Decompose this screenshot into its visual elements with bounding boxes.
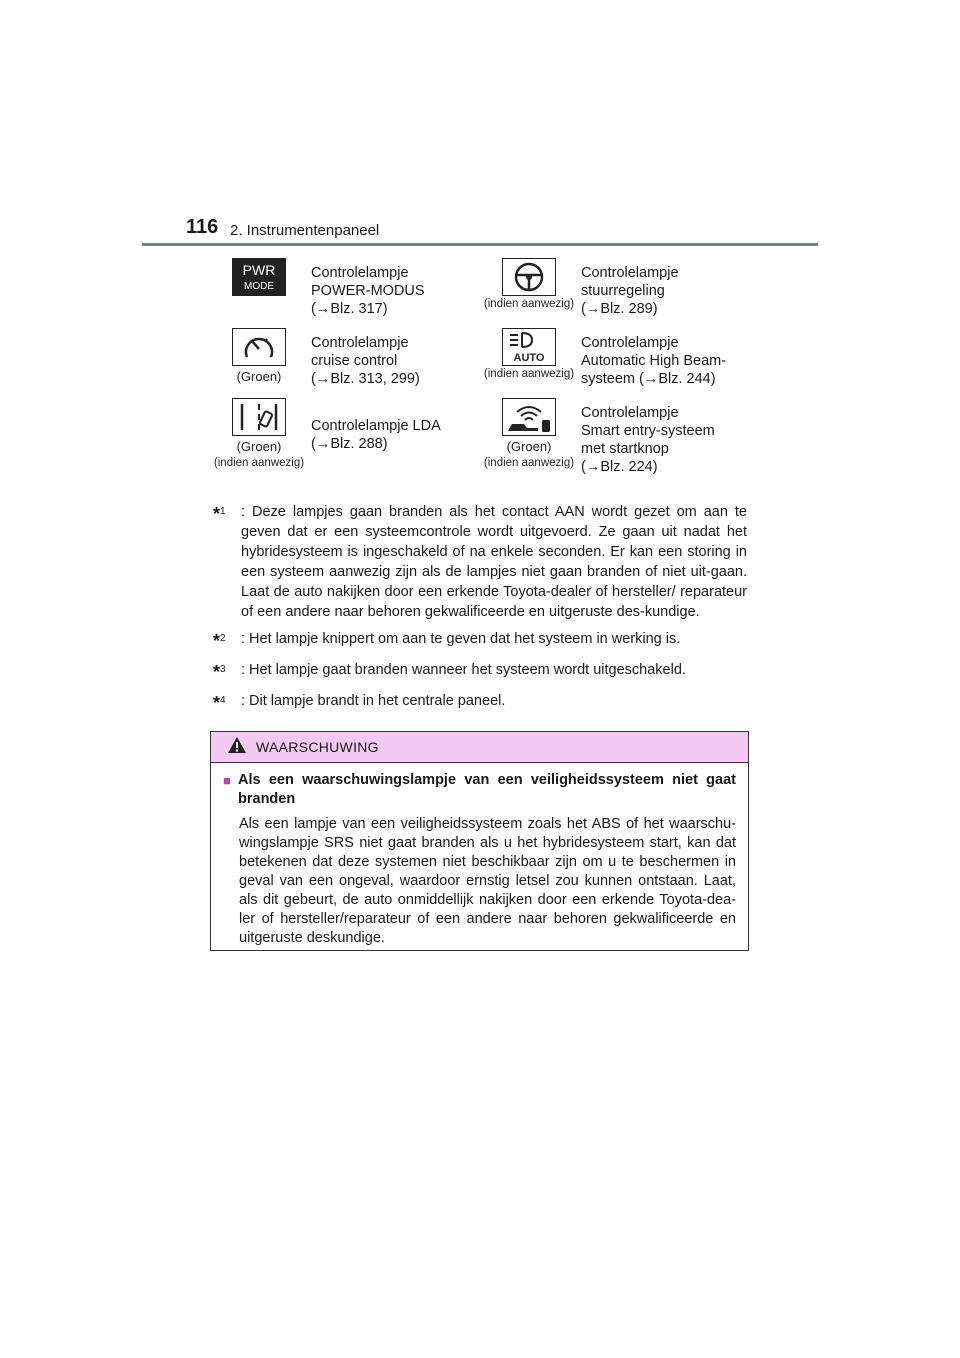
warning-header	[211, 732, 748, 763]
mode-label: MODE	[244, 281, 274, 292]
indicator-color: (Groen)	[506, 439, 552, 454]
indicator-page-ref: (→Blz. 224)	[581, 459, 658, 475]
footnote-text: : Dit lampje brandt in het centrale paneel.	[241, 693, 506, 709]
warning-title: WAARSCHUWING	[256, 739, 379, 755]
warning-text: Als een lampje van een veiligheidssysteem zoals het ABS of het waarschu-wingslampje SRS niet gaat branden als u het hybridesysteem start, kan dat betekenen dat deze systemen niet beschikbaar zijn om u te beschermen in geval van een ongeval, waardoor ernstig letsel zou kunnen ontstaan. Laat, als dit gebeurt, de auto onmiddellijk nakijken door een erkende Toyota-dea-ler of hersteller/reparateur of een andere naar behoren gekwalificeerde en uitgeruste deskundige.	[239, 816, 736, 946]
footnote	[213, 691, 747, 715]
header-rule	[142, 243, 818, 246]
footnote	[213, 502, 747, 622]
indicator-name-line: stuurregeling	[581, 283, 665, 299]
cruise-control-icon	[232, 328, 286, 366]
indicator-availability: (indien aanwezig)	[483, 298, 575, 310]
footnote-star: *	[213, 504, 221, 524]
indicator-name-line: Controlelampje	[581, 265, 679, 281]
auto-label: AUTO	[513, 352, 545, 364]
footnote-marker	[213, 660, 241, 684]
indicator-table	[213, 254, 753, 476]
warning-heading-text: Als een waarschuwingslampje van een veiligheidssysteem niet gaat branden	[238, 772, 736, 807]
footnote-marker	[213, 691, 241, 715]
indicator-page-ref: (→Blz. 289)	[581, 301, 658, 317]
indicator-page-ref: systeem (→Blz. 244)	[581, 371, 716, 387]
footnote-star: *	[213, 693, 221, 713]
square-bullet-icon: ■	[223, 773, 231, 788]
section-title: 2. Instrumentenpaneel	[230, 222, 380, 239]
indicator-page-ref: (→Blz. 288)	[311, 436, 388, 452]
indicator-name-line: Controlelampje	[311, 335, 409, 351]
indicator-availability: (indien aanwezig)	[213, 457, 305, 469]
indicator-name-line: Automatic High Beam-	[581, 353, 727, 369]
steering-assist-icon	[502, 258, 556, 296]
indicator-name-line: Controlelampje	[581, 405, 679, 421]
indicator-name-line: met startknop	[581, 441, 669, 457]
warning-box	[210, 731, 749, 951]
footnote-text: : Het lampje gaat branden wanneer het systeem wordt uitgeschakeld.	[241, 662, 686, 678]
footnote-text: : Het lampje knippert om aan te geven dat het systeem in werking is.	[241, 631, 681, 647]
warning-heading	[223, 771, 736, 809]
footnotes	[213, 502, 747, 722]
footnote-number: 2	[220, 633, 226, 644]
indicator-description	[575, 394, 753, 476]
indicator-icon-cell	[483, 324, 575, 388]
footnote-number: 1	[220, 506, 226, 517]
smart-entry-icon	[502, 398, 556, 436]
indicator-description	[575, 324, 753, 388]
indicator-icon-cell	[213, 394, 305, 476]
indicator-name-line: POWER-MODUS	[311, 283, 425, 299]
footnote-number: 4	[220, 695, 226, 706]
footnote	[213, 660, 747, 684]
indicator-color: (Groen)	[236, 369, 282, 384]
indicator-page-ref: (→Blz. 317)	[311, 301, 388, 317]
indicator-page-ref: (→Blz. 313, 299)	[311, 371, 420, 387]
warning-triangle-icon	[227, 736, 247, 759]
indicator-icon-cell	[213, 324, 305, 388]
footnote-number: 3	[220, 664, 226, 675]
indicator-icon-cell	[483, 254, 575, 318]
indicator-description	[575, 254, 753, 318]
indicator-name-line: Smart entry-systeem	[581, 423, 715, 439]
indicator-description	[305, 324, 483, 388]
indicator-availability: (indien aanwezig)	[483, 368, 575, 380]
indicator-name-line: cruise control	[311, 353, 398, 369]
indicator-icon-cell	[483, 394, 575, 476]
footnote	[213, 629, 747, 653]
footnote-text: : Deze lampjes gaan branden als het contact AAN wordt gezet om aan te geven dat er een systeemcontrole wordt uitgevoerd. Ze gaan uit nadat het hybridesysteem is ingeschakeld of na enkele seconden. Er kan een storing in een systeem aanwezig zijn als de lampjes niet gaan branden of niet uit-gaan. Laat de auto nakijken door een erkende Toyota-dealer of hersteller/ reparateur of een andere naar behoren gekwalificeerde en uitgeruste des-kundige.	[241, 504, 747, 620]
indicator-availability: (indien aanwezig)	[483, 457, 575, 469]
pwr-label: PWR	[242, 262, 276, 278]
warning-body	[211, 763, 748, 948]
indicator-icon-cell	[213, 254, 305, 318]
pwr-mode-icon	[232, 258, 286, 296]
indicator-name-line: Controlelampje	[581, 335, 679, 351]
indicator-color: (Groen)	[236, 439, 282, 454]
page-number: 116	[186, 216, 219, 238]
indicator-name-line: Controlelampje LDA	[311, 418, 441, 434]
auto-high-beam-icon	[502, 328, 556, 366]
indicator-name-line: Controlelampje	[311, 265, 409, 281]
footnote-star: *	[213, 631, 221, 651]
footnote-marker	[213, 502, 241, 622]
footnote-star: *	[213, 662, 221, 682]
footnote-marker	[213, 629, 241, 653]
indicator-description	[305, 254, 483, 318]
lda-icon	[232, 398, 286, 436]
indicator-description	[305, 394, 483, 476]
